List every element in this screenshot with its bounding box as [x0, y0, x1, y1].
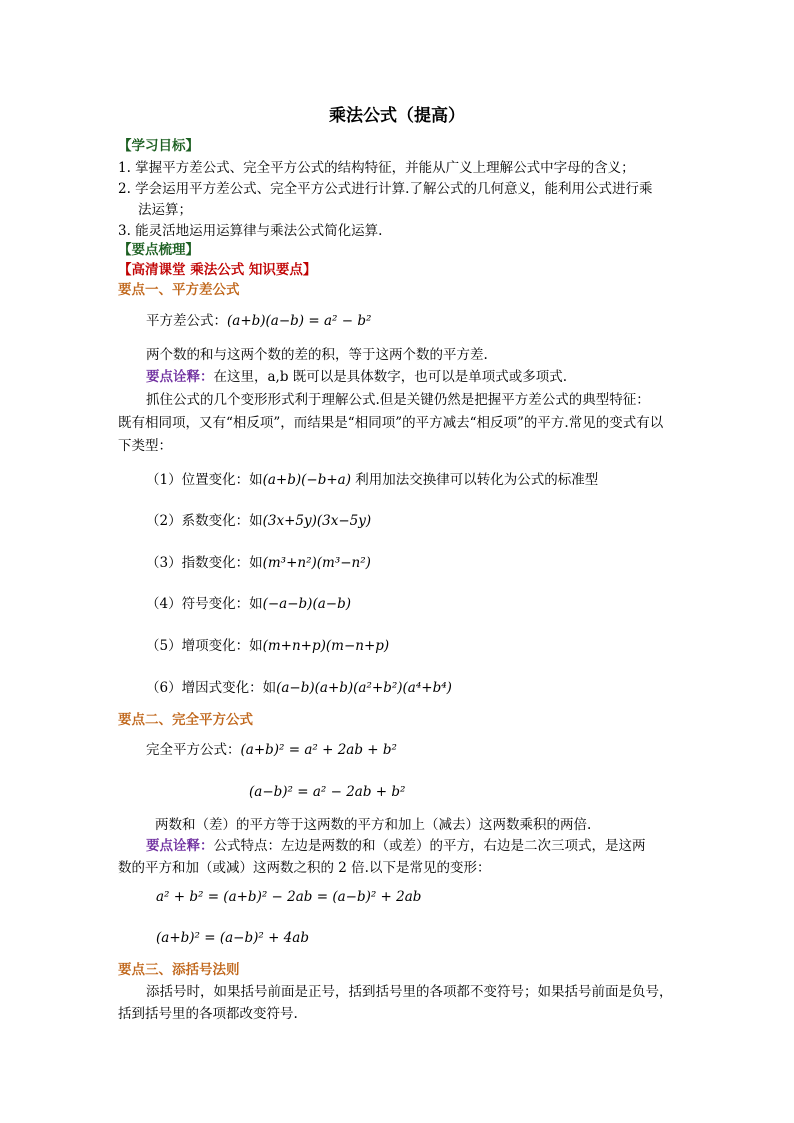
goal-item-2-cont: 法运算； [138, 202, 192, 218]
note-label: 要点诠释： [146, 838, 214, 854]
variant-expression: (3x+5y)(3x−5y) [262, 513, 372, 529]
paragraph-line: 下类型： [118, 438, 172, 454]
variant-formula: (a+b)² = (a−b)² + 4ab [156, 930, 309, 946]
variant-expression: (m+n+p)(m−n+p) [262, 638, 390, 654]
formula-description: 两个数的和与这两个数的差的积，等于这两个数的平方差. [146, 347, 488, 363]
note-text-cont: 数的平方和加（或减）这两数之积的 2 倍.以下是常见的变形： [118, 860, 491, 876]
variant-label: （4）符号变化：如 [146, 596, 263, 612]
goal-item-2: 2. 学会运用平方差公式、完全平方公式进行计算.了解公式的几何意义，能利用公式进行乘 [118, 181, 653, 197]
variant-expression: (−a−b)(a−b) [262, 596, 351, 612]
section-heading-difference-of-squares: 要点一、平方差公式 [118, 282, 240, 298]
formula-expression: (a+b)(a−b) = a² − b² [227, 313, 372, 329]
section-heading-perfect-square: 要点二、完全平方公式 [118, 712, 253, 728]
variant-label: （6）增因式变化：如 [146, 680, 277, 696]
learning-goals-header: 【学习目标】 [118, 138, 199, 154]
variant-label: （3）指数变化：如 [146, 555, 263, 571]
variant-suffix: 利用加法交换律可以转化为公式的标准型 [350, 472, 599, 488]
note-row [146, 838, 646, 854]
classroom-tag: 【高清课堂 乘法公式 知识要点】 [118, 262, 317, 278]
paragraph-line: 既有相同项，又有“相反项”，而结果是“相同项”的平方减去“相反项”的平方.常见的变式有以 [118, 415, 664, 431]
formula-label: 平方差公式： [146, 313, 227, 329]
formula-expression: (a+b)² = a² + 2ab + b² [240, 742, 397, 758]
page-title: 乘法公式（提高） [329, 106, 465, 126]
variant-item [146, 680, 452, 696]
variant-item [146, 555, 371, 571]
formula-row [146, 313, 371, 329]
formula-row [146, 742, 397, 758]
paragraph-line: 添括号时，如果括号前面是正号，括到括号里的各项都不变符号；如果括号前面是负号， [146, 984, 673, 1000]
paragraph-line: 括到括号里的各项都改变符号. [118, 1006, 298, 1022]
variant-label: （5）增项变化：如 [146, 638, 263, 654]
goal-item-1: 1. 掌握平方差公式、完全平方公式的结构特征，并能从广义上理解公式中字母的含义； [118, 160, 635, 176]
key-points-header: 【要点梳理】 [118, 242, 199, 258]
section-heading-bracket-rule: 要点三、添括号法则 [118, 962, 240, 978]
variant-item [146, 596, 351, 612]
variant-item [146, 513, 371, 529]
variant-item [146, 472, 598, 488]
goal-item-3: 3. 能灵活地运用运算律与乘法公式简化运算. [118, 223, 383, 239]
variant-expression: (a+b)(−b+a) [262, 472, 351, 488]
formula-expression: (a−b)² = a² − 2ab + b² [249, 784, 406, 800]
note-text: 在这里，a,b 既可以是具体数字，也可以是单项式或多项式. [213, 369, 568, 385]
variant-item [146, 638, 389, 654]
note-text: 公式特点：左边是两数的和（或差）的平方，右边是二次三项式，是这两 [213, 838, 646, 854]
formula-label: 完全平方公式： [146, 742, 241, 758]
variant-label: （1）位置变化：如 [146, 472, 263, 488]
variant-label: （2）系数变化：如 [146, 513, 263, 529]
variant-expression: (m³+n²)(m³−n²) [262, 555, 371, 571]
variant-expression: (a−b)(a+b)(a²+b²)(a⁴+b⁴) [276, 680, 452, 696]
variant-formula: a² + b² = (a+b)² − 2ab = (a−b)² + 2ab [156, 889, 422, 905]
paragraph-line: 抓住公式的几个变形形式利于理解公式.但是关键仍然是把握平方差公式的典型特征： [146, 392, 650, 408]
formula-description: 两数和（差）的平方等于这两数的平方和加上（减去）这两数乘积的两倍. [155, 817, 592, 833]
note-row [146, 369, 567, 385]
note-label: 要点诠释： [146, 369, 214, 385]
